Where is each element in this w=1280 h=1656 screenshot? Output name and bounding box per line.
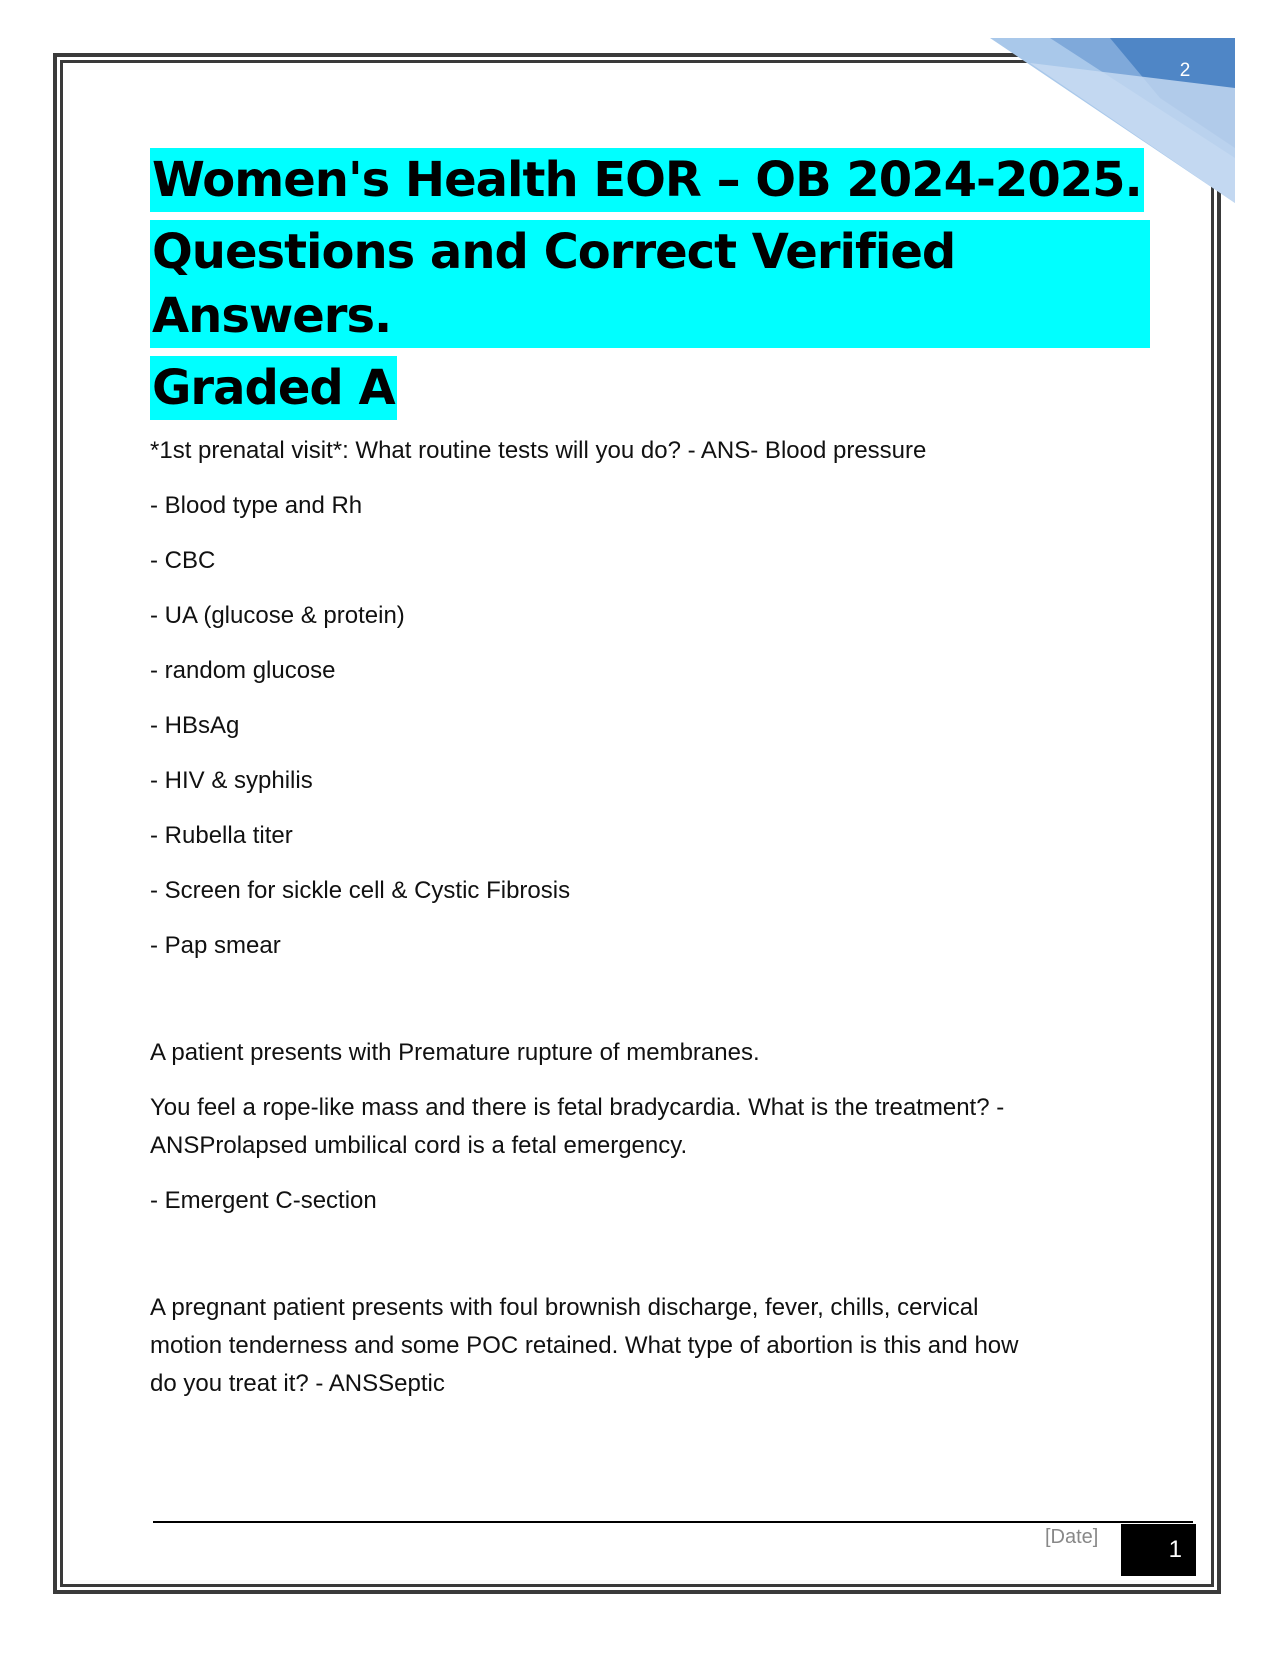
document-body: [150, 432, 1140, 1403]
question-1-text: *1st prenatal visit*: What routine tests will you do? - ANS- Blood pressure: [150, 437, 927, 464]
document-title: [150, 148, 1150, 428]
title-line-2: Questions and Correct Verified Answers.: [150, 220, 1150, 348]
list-item: - HIV & syphilis: [150, 767, 313, 794]
list-item: - random glucose: [150, 657, 336, 684]
question-3-line-1: A pregnant patient presents with foul brownish discharge, fever, chills, cervical: [150, 1294, 979, 1321]
list-item: - Blood type and Rh: [150, 492, 363, 519]
footer-date: [Date]: [1045, 1526, 1099, 1548]
title-line-3: Graded A: [150, 356, 397, 420]
list-item: - Pap smear: [150, 932, 281, 959]
question-2-line-2: You feel a rope-like mass and there is fetal bradycardia. What is the treatment? -: [150, 1094, 1005, 1121]
question-2-line-1: A patient presents with Premature rupture of membranes.: [150, 1039, 760, 1066]
list-item: - Screen for sickle cell & Cystic Fibrosis: [150, 877, 571, 904]
question-2-line-3: ANSProlapsed umbilical cord is a fetal emergency.: [150, 1132, 688, 1159]
question-3-line-3: do you treat it? - ANSSeptic: [150, 1370, 445, 1397]
list-item: - HBsAg: [150, 712, 240, 739]
list-item: - CBC: [150, 547, 216, 574]
footer-divider: [153, 1521, 1193, 1523]
list-item: - UA (glucose & protein): [150, 602, 405, 629]
title-line-1: Women's Health EOR – OB 2024-2025.: [150, 148, 1144, 212]
question-2-answer: - Emergent C-section: [150, 1187, 377, 1214]
footer-page-number: 1: [1121, 1524, 1196, 1576]
header-page-number: 2: [1179, 60, 1191, 81]
question-3-line-2: motion tenderness and some POC retained. What type of abortion is this and how: [150, 1332, 1019, 1359]
list-item: - Rubella titer: [150, 822, 293, 849]
